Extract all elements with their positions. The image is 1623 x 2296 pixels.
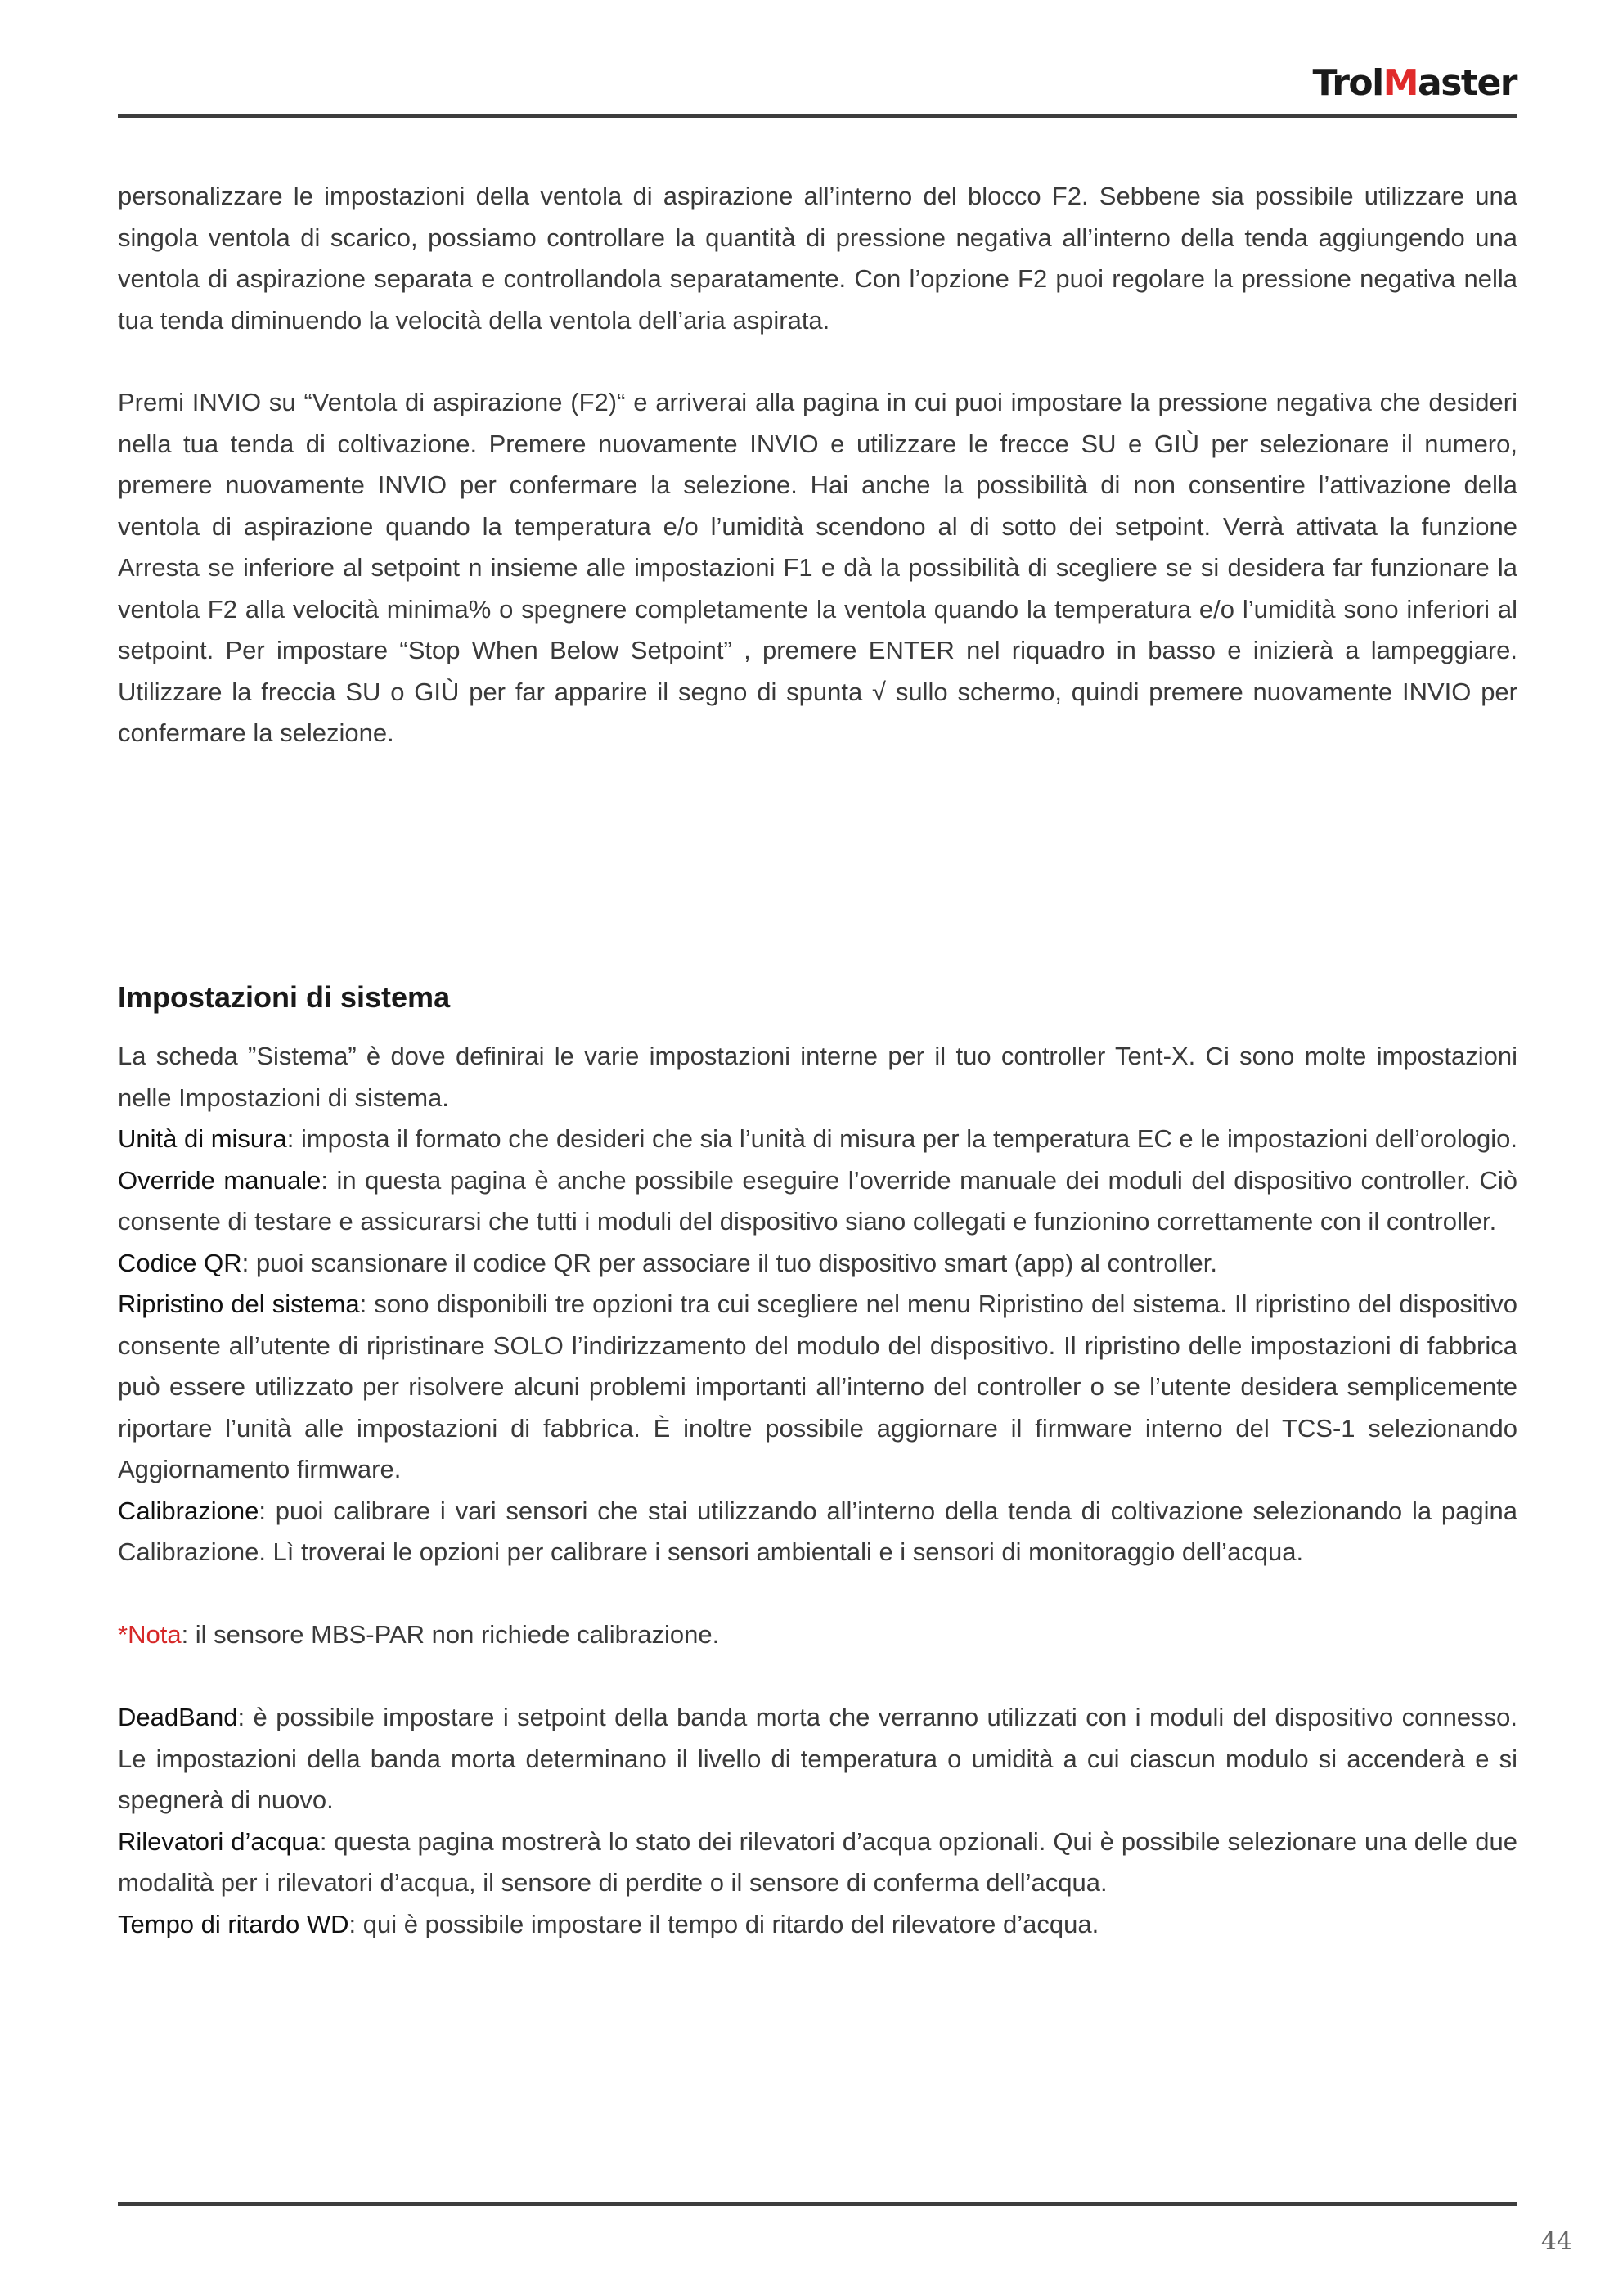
page-number: 44 [1540,2227,1572,2256]
spacer [118,1573,1517,1615]
reset-text: : sono disponibili tre opzioni tra cui scegliere nel menu Ripristino del sistema. Il ripristino del dispositivo consente all’utente di ripristinare SOLO l’indirizzamento del modulo del dispositivo. Il ripristino delle impostazioni di fabbrica può essere utilizzato per risolvere alcuni problemi importanti all’interno del controller o se l’utente desidera semplicemente riportare l’unità alle impostazioni di fabbrica. È inoltre possibile aggiornare il firmware interno del TCS-1 selezionando Aggiornamento firmware. [118,1290,1518,1483]
deadband-text: : è possibile impostare i setpoint della banda morta che verranno utilizzati con i moduli del dispositivo connesso. Le impostazioni della banda morta determinano il livello di temperatura o umidità a cui ciascun modulo si accenderà e si spegnerà di nuovo. [118,1703,1517,1814]
footer-divider [118,2202,1517,2206]
logo-text-part3: aster [1418,62,1517,104]
header-divider [118,114,1517,118]
reset-term: Ripristino del sistema [118,1290,360,1318]
note-asterisk: * [118,1620,128,1649]
calibration-text: : puoi calibrare i vari sensori che stai utilizzando all’interno della tenda di coltivazione selezionando la pagina Calibrazione. Lì troverai le opzioni per calibrare i sensori ambientali e i sensori di monitoraggio dell’acqua. [118,1496,1517,1566]
override-text: : in questa pagina è anche possibile eseguire l’override manuale dei moduli del dispositivo controller. Ciò consente di testare e assicurarsi che tutti i moduli del dispositivo siano collegati e funzionino correttamente con il controller. [118,1165,1517,1236]
note-item [118,1614,1517,1656]
section-intro: La scheda ”Sistema” è dove definirai le varie impostazioni interne per il tuo controller Tent-X. Ci sono molte impostazioni nelle Impostazioni di sistema. [118,1042,1517,1112]
qr-text: : puoi scansionare il codice QR per associare il tuo dispositivo smart (app) al controller. [241,1248,1217,1277]
intro-paragraph-1: personalizzare le impostazioni della ventola di aspirazione all’interno del blocco F2. Sebbene sia possibile utilizzare una singola ventola di scarico, possiamo controllare la quantità di pressione negativa all’interno della tenda aggiungendo una ventola di aspirazione separata e controllandola separatamente. Con l’opzione F2 puoi regolare la pressione negativa nella tua tenda diminuendo la velocità della ventola dell’aria aspirata. [118,182,1517,335]
units-term: Unità di misura [118,1124,287,1153]
intro-paragraph-2: Premi INVIO su “Ventola di aspirazione (F2)“ e arriverai alla pagina in cui puoi impostare la pressione negativa che desideri nella tua tenda di coltivazione. Premere nuovamente INVIO e utilizzare le frecce SU e GIÙ per selezionare il numero, premere nuovamente INVIO per confermare la selezione. Hai anche la possibilità di non consentire l’attivazione della ventola di aspirazione quando la temperatura e/o l’umidità scendono al di sotto dei setpoint. Verrà attivata la funzione Arresta se inferiore al setpoint n insieme alle impostazioni F1 e dà la possibilità di scegliere se si desidera far funzionare la ventola F2 alla velocità minima% o spegnere completamente la ventola quando la temperatura e/o l’umidità sono inferiori al setpoint. Per impostare “Stop When Below Setpoint” , premere ENTER nel riquadro in basso e inizierà a lampeggiare. Utilizzare la freccia SU o GIÙ per far apparire il segno di spunta √ sullo schermo, quindi premere nuovamente INVIO per confermare la selezione. [118,388,1517,747]
calibration-item [118,1491,1517,1573]
qr-item [118,1243,1517,1285]
section-title: Impostazioni di sistema [118,980,451,1014]
qr-term: Codice QR [118,1248,242,1277]
water-detectors-item [118,1821,1517,1904]
units-text: : imposta il formato che desideri che sia l’unità di misura per la temperatura EC e le impostazioni dell’orologio. [286,1124,1517,1153]
logo-text-part1: Trol [1312,62,1383,104]
wd-text: : qui è possibile impostare il tempo di ritardo del rilevatore d’acqua. [348,1909,1099,1938]
calibration-term: Calibrazione [118,1496,259,1525]
water-term: Rilevatori d’acqua [118,1826,320,1856]
logo-text-accent: M [1382,62,1418,104]
override-term: Override manuale [118,1165,321,1195]
note-label: Nota [128,1620,182,1649]
wd-term: Tempo di ritardo WD [118,1909,349,1938]
water-text: : questa pagina mostrerà lo stato dei rilevatori d’acqua opzionali. Qui è possibile selezionare una delle due modalità per i rilevatori d’acqua, il sensore di perdite o il sensore di conferma dell’acqua. [118,1826,1517,1897]
override-item [118,1160,1517,1243]
units-item [118,1119,1517,1160]
system-settings-list [118,1036,1517,1945]
deadband-term: DeadBand [118,1703,238,1731]
note-text: : il sensore MBS-PAR non richiede calibrazione. [181,1620,720,1649]
reset-item [118,1284,1517,1491]
deadband-item [118,1697,1517,1821]
trolmaster-logo [1313,62,1517,104]
wd-delay-item [118,1904,1517,1946]
spacer [118,1656,1517,1698]
